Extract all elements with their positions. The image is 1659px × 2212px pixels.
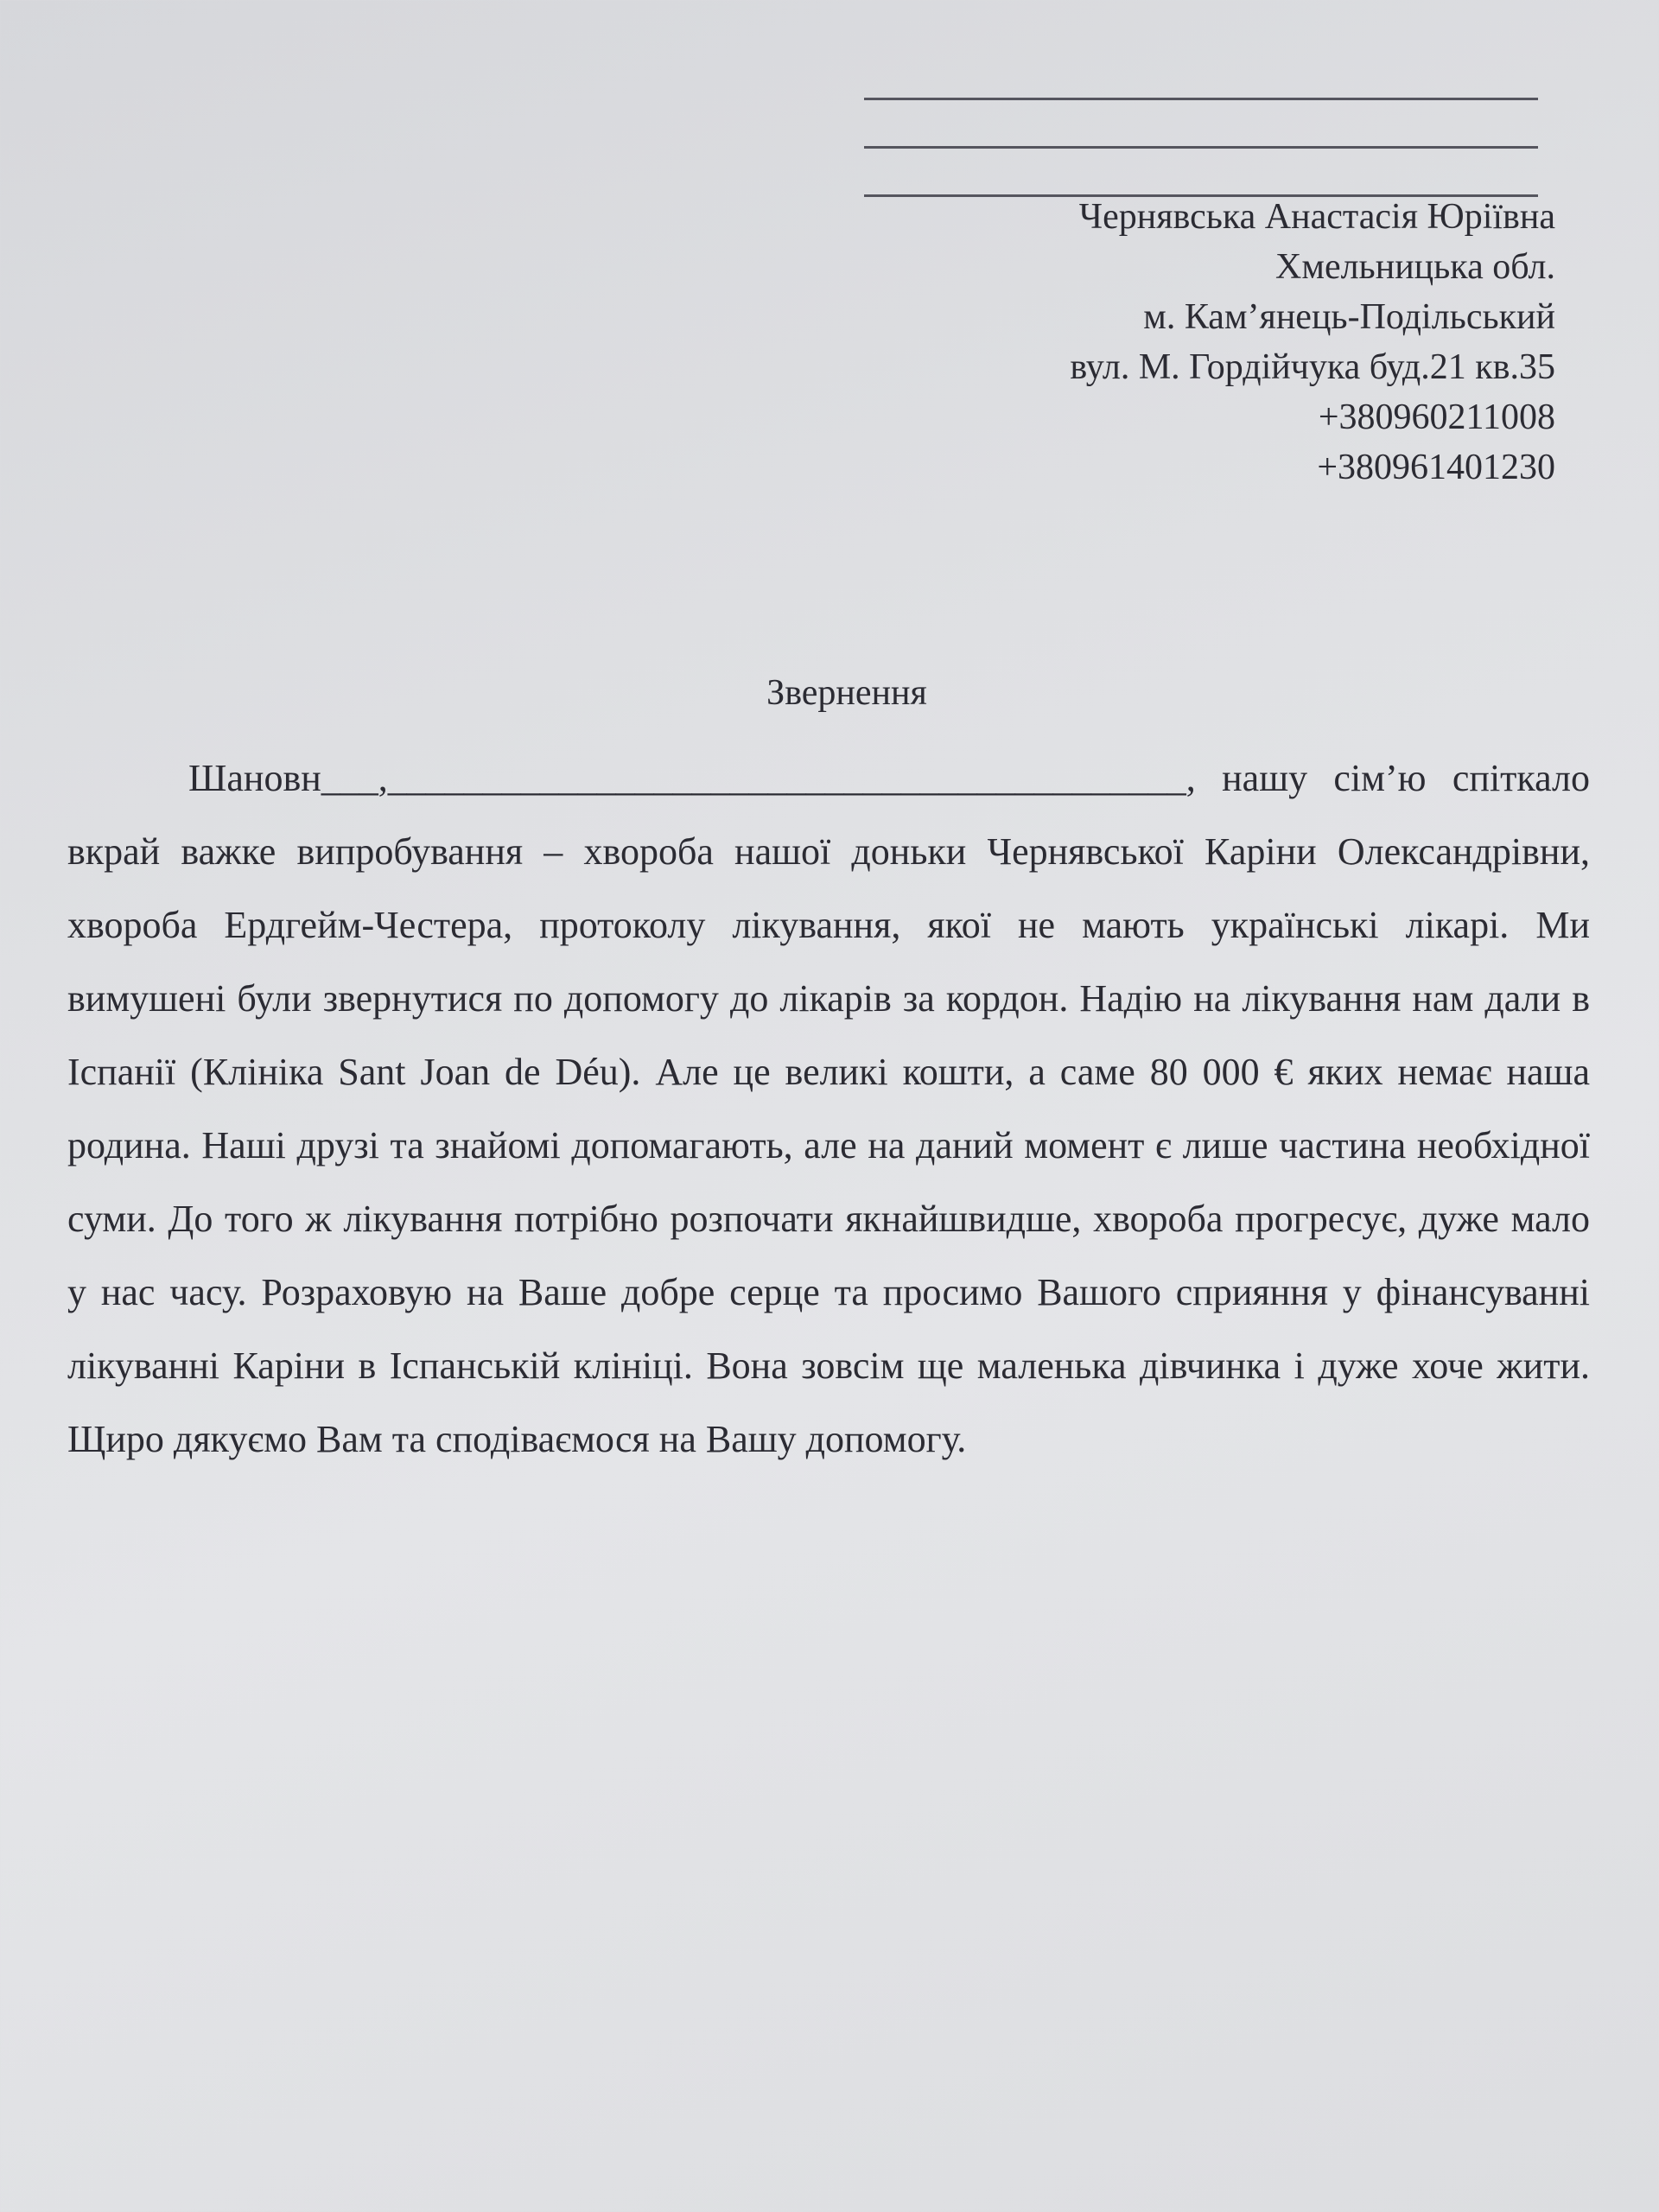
blank-line [864,100,1538,149]
document-title: Звернення [766,673,927,713]
sender-name: Чернявська Анастасія Юріївна [1078,197,1555,237]
sender-region: Хмельницька обл. [1275,247,1555,287]
sender-block [778,192,1555,493]
blank-line [864,149,1538,197]
blank-recipient-lines [864,52,1538,197]
sender-phone-2: +380961401230 [1317,448,1555,487]
sender-street: вул. М. Гордійчука буд.21 кв.35 [1070,347,1555,387]
blank-line [864,52,1538,100]
sender-phone-1: +380960211008 [1318,397,1555,437]
document-body: Шановн___,__________________________________________, нашу сім’ю спіткало вкрай важке випробування – хвороба нашої доньки Чернявської Каріни Олександрівни, хвороба Ердгейм-Честера, протоколу лікування, якої не мають українські лікарі. Ми вимушені були звернутися по допомогу до лікарів за кордон. Надію на лікування нам дали в Іспанії (Клініка Sant Joan de Déu). Але це великі кошти, а саме 80 000 € яких немає наша родина. Наші друзі та знайомі допомагають, але на даний момент є лише частина необхідної суми. До того ж лікування потрібно розпочати якнайшвидше, хвороба прогресує, дуже мало у нас часу. Розраховую на Ваше добре серце та просимо Вашого сприяння у фінансуванні лікуванні Каріни в Іспанській клініці. Вона зовсім ще маленька дівчинка і дуже хоче жити. Щиро дякуємо Вам та сподіваємося на Вашу допомогу. [67,757,1590,1460]
sender-city: м. Кам’янець-Подільський [1143,297,1555,337]
